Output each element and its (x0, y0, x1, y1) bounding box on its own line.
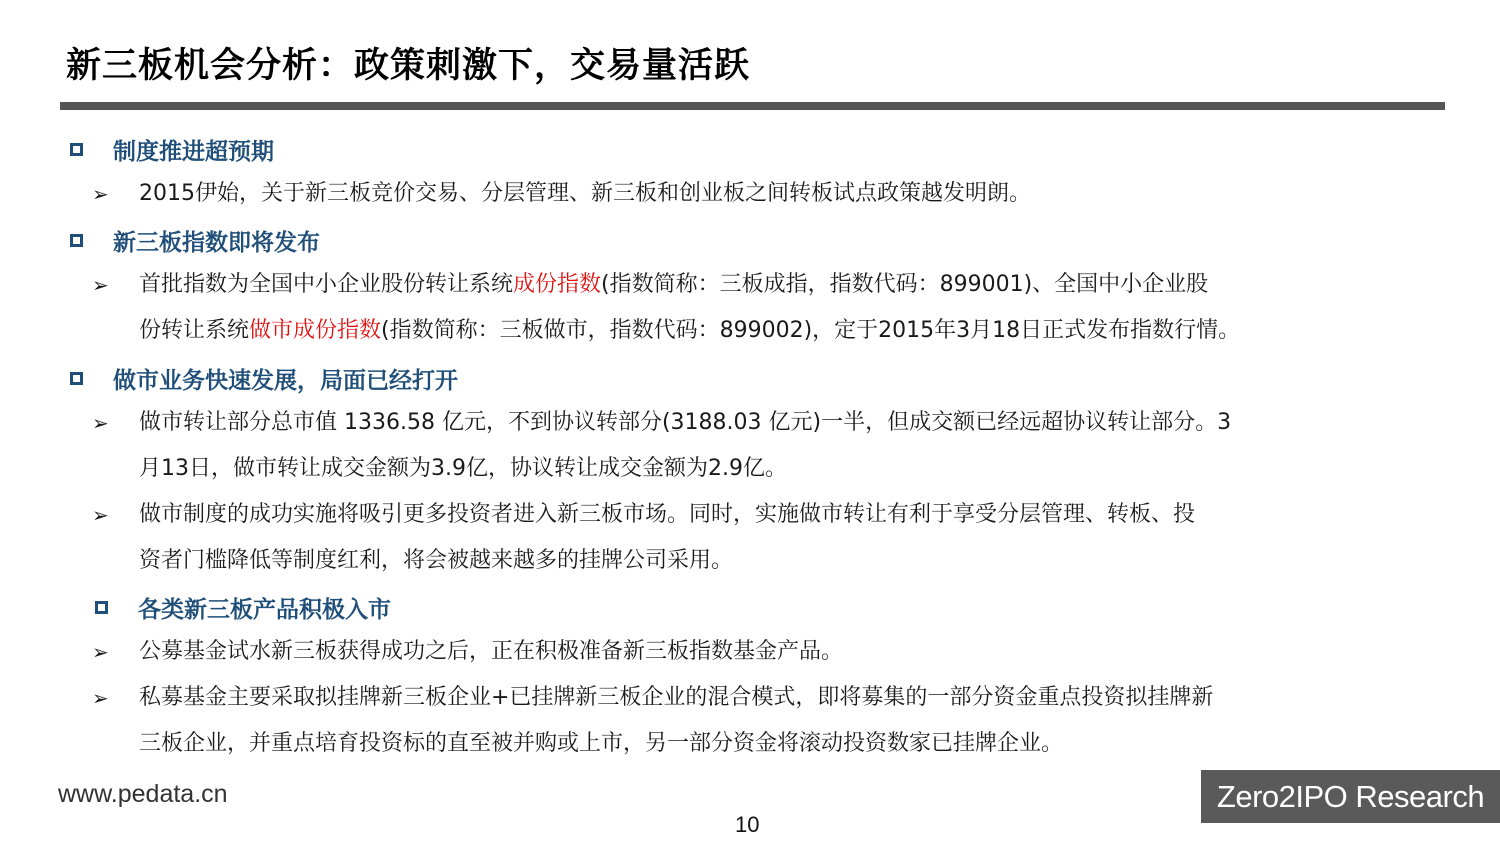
square-bullet-icon (70, 143, 83, 156)
bullet-line (139, 308, 1372, 354)
website-url: www.pedata.cn (58, 780, 228, 808)
bullet-text-part: (指数简称：三板做市，指数代码：899002)，定于2015年3月18日正式发布指数行情。 (381, 318, 1241, 343)
page-number: 10 (735, 812, 760, 837)
arrow-bullet-icon: ➢ (92, 686, 109, 710)
square-bullet-icon (70, 372, 83, 385)
bullet-text-part: 份转让系统 (139, 318, 250, 343)
bullet-line: 私募基金主要采取拟挂牌新三板企业+已挂牌新三板企业的混合模式，即将募集的一部分资金重点投资拟挂牌新 (139, 685, 1214, 710)
square-bullet-icon (95, 601, 108, 614)
bullet-item (92, 400, 1372, 492)
bullet-line: 公募基金试水新三板获得成功之后，正在积极准备新三板指数基金产品。 (139, 639, 844, 664)
section-heading (70, 363, 458, 393)
section-heading-text: 各类新三板产品积极入市 (138, 596, 391, 623)
highlight-text: 成份指数 (513, 272, 602, 297)
bullet-line: 资者门槛降低等制度红利，将会被越来越多的挂牌公司采用。 (139, 548, 734, 573)
section-heading-text: 制度推进超预期 (113, 138, 274, 165)
arrow-bullet-icon: ➢ (92, 411, 109, 435)
section-heading-text: 做市业务快速发展，局面已经打开 (113, 367, 458, 394)
brand-logo: Zero2IPO Research (1201, 770, 1500, 823)
arrow-bullet-icon: ➢ (92, 640, 109, 664)
arrow-bullet-icon: ➢ (92, 273, 109, 297)
section-heading (70, 134, 274, 164)
bullet-item (92, 629, 1372, 675)
section-heading (70, 225, 320, 255)
bullet-line: 2015伊始，关于新三板竞价交易、分层管理、新三板和创业板之间转板试点政策越发明朗。 (139, 181, 1031, 206)
bullet-line: 做市转让部分总市值 1336.58 亿元，不到协议转部分(3188.03 亿元)一半，但成交额已经远超协议转让部分。3 (139, 410, 1232, 435)
section-heading (95, 592, 391, 622)
section-heading-text: 新三板指数即将发布 (113, 229, 320, 256)
bullet-line (139, 262, 1372, 308)
bullet-item (92, 171, 1372, 217)
bullet-line: 三板企业，并重点培育投资标的直至被并购或上市，另一部分资金将滚动投资数家已挂牌企业。 (139, 731, 1064, 756)
bullet-text-part: 首批指数为全国中小企业股份转让系统 (139, 272, 514, 297)
bullet-item (92, 675, 1372, 767)
arrow-bullet-icon: ➢ (92, 182, 109, 206)
bullet-line: 做市制度的成功实施将吸引更多投资者进入新三板市场。同时，实施做市转让有利于享受分层管理、转板、投 (139, 502, 1196, 527)
slide-title: 新三板机会分析：政策刺激下，交易量活跃 (66, 46, 751, 86)
square-bullet-icon (70, 234, 83, 247)
bullet-line: 月13日，做市转让成交金额为3.9亿，协议转让成交金额为2.9亿。 (139, 456, 787, 481)
title-divider (60, 102, 1445, 110)
arrow-bullet-icon: ➢ (92, 503, 109, 527)
bullet-item (92, 492, 1372, 584)
highlight-text: 做市成份指数 (249, 318, 382, 343)
bullet-text-part: (指数简称：三板成指，指数代码：899001)、全国中小企业股 (601, 272, 1209, 297)
bullet-item (92, 262, 1372, 354)
